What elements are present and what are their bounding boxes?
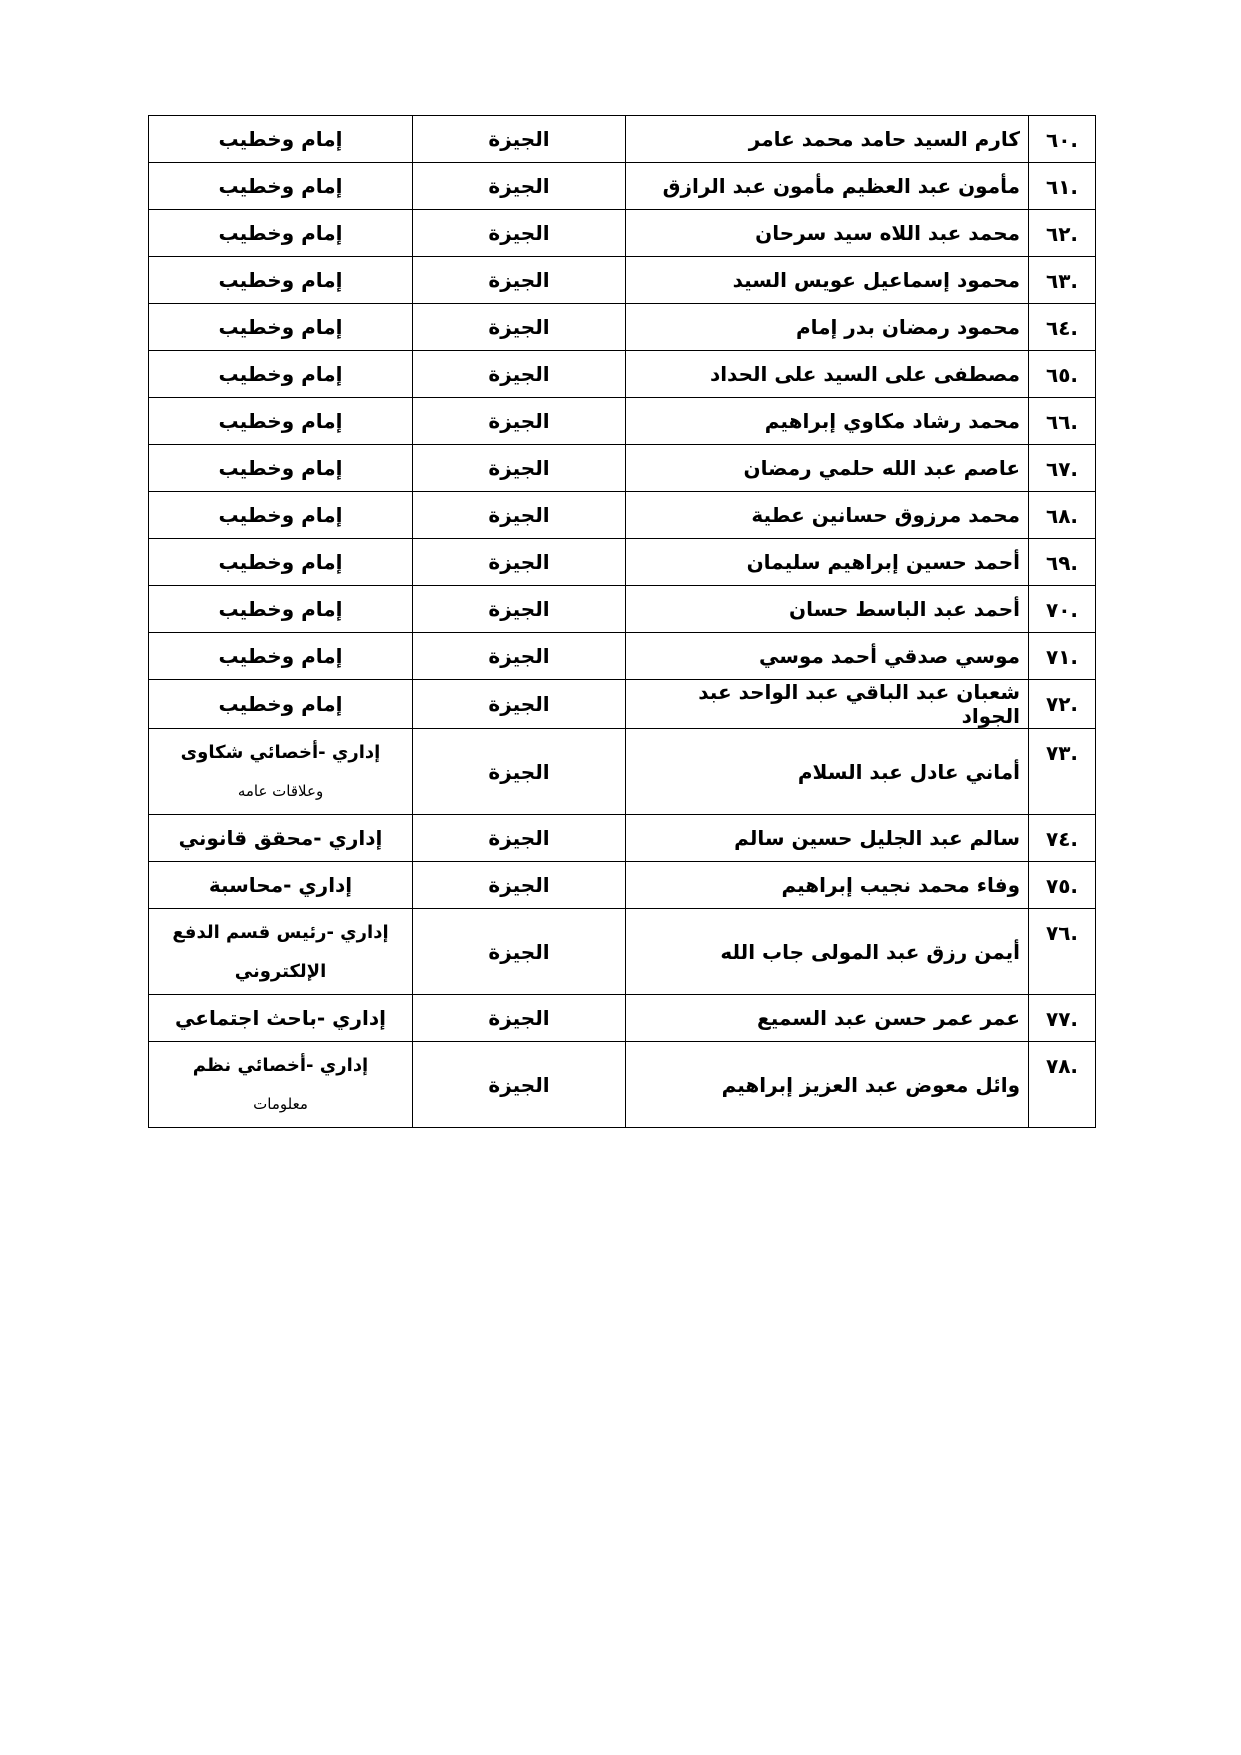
table-row — [149, 862, 1096, 909]
job-title: إمام وخطيب — [149, 210, 413, 257]
job-title — [149, 909, 413, 995]
governorate: الجيزة — [413, 909, 626, 995]
table-row — [149, 210, 1096, 257]
employee-name: أماني عادل عبد السلام — [626, 729, 1029, 815]
employee-name: عمر عمر حسن عبد السميع — [626, 995, 1029, 1042]
job-title: إمام وخطيب — [149, 539, 413, 586]
governorate: الجيزة — [413, 351, 626, 398]
row-number: .٧٢ — [1029, 680, 1096, 729]
employee-name: محمود رمضان بدر إمام — [626, 304, 1029, 351]
table-row — [149, 815, 1096, 862]
governorate: الجيزة — [413, 680, 626, 729]
table-row — [149, 304, 1096, 351]
governorate: الجيزة — [413, 445, 626, 492]
table-row — [149, 995, 1096, 1042]
employee-name: وائل معوض عبد العزيز إبراهيم — [626, 1042, 1029, 1128]
job-title: إمام وخطيب — [149, 116, 413, 163]
row-number: .٦٦ — [1029, 398, 1096, 445]
table-row — [149, 539, 1096, 586]
job-title: إمام وخطيب — [149, 351, 413, 398]
table-row — [149, 163, 1096, 210]
employee-name: محمد رشاد مكاوي إبراهيم — [626, 398, 1029, 445]
row-number: .٧١ — [1029, 633, 1096, 680]
governorate: الجيزة — [413, 398, 626, 445]
governorate: الجيزة — [413, 539, 626, 586]
employee-name: مصطفى على السيد على الحداد — [626, 351, 1029, 398]
job-title-line: إداري -أخصائي نظم — [192, 1054, 369, 1076]
employee-name: محمد مرزوق حسانين عطية — [626, 492, 1029, 539]
employee-name: سالم عبد الجليل حسين سالم — [626, 815, 1029, 862]
table-row — [149, 909, 1096, 995]
employee-name: موسي صدقي أحمد موسي — [626, 633, 1029, 680]
row-number: .٧٨ — [1029, 1042, 1096, 1128]
table-row — [149, 680, 1096, 729]
row-number: .٧٦ — [1029, 909, 1096, 995]
row-number: .٧٠ — [1029, 586, 1096, 633]
job-title: إمام وخطيب — [149, 304, 413, 351]
employee-name: محمد عبد اللاه سيد سرحان — [626, 210, 1029, 257]
table-row — [149, 445, 1096, 492]
job-title: إمام وخطيب — [149, 398, 413, 445]
row-number: .٧٥ — [1029, 862, 1096, 909]
table-row — [149, 351, 1096, 398]
governorate: الجيزة — [413, 862, 626, 909]
job-title: إداري -محقق قانوني — [149, 815, 413, 862]
row-number: .٧٣ — [1029, 729, 1096, 815]
governorate: الجيزة — [413, 163, 626, 210]
job-title: إداري -محاسبة — [149, 862, 413, 909]
table-row — [149, 1042, 1096, 1128]
table-row — [149, 586, 1096, 633]
governorate: الجيزة — [413, 116, 626, 163]
employee-name: مأمون عبد العظيم مأمون عبد الرازق — [626, 163, 1029, 210]
row-number: .٦٤ — [1029, 304, 1096, 351]
employee-name: عاصم عبد الله حلمي رمضان — [626, 445, 1029, 492]
employee-name: أحمد حسين إبراهيم سليمان — [626, 539, 1029, 586]
employee-name: محمود إسماعيل عويس السيد — [626, 257, 1029, 304]
job-title: إداري -باحث اجتماعي — [149, 995, 413, 1042]
job-title: إمام وخطيب — [149, 633, 413, 680]
employee-name: أيمن رزق عبد المولى جاب الله — [626, 909, 1029, 995]
table-row — [149, 492, 1096, 539]
table-row — [149, 729, 1096, 815]
row-number: .٧٧ — [1029, 995, 1096, 1042]
employee-name: شعبان عبد الباقي عبد الواحد عبد الجواد — [626, 680, 1029, 729]
row-number: .٦٠ — [1029, 116, 1096, 163]
table-row — [149, 398, 1096, 445]
governorate: الجيزة — [413, 257, 626, 304]
governorate: الجيزة — [413, 995, 626, 1042]
job-title-line: إداري -رئيس قسم الدفع — [172, 921, 389, 943]
row-number: .٦٨ — [1029, 492, 1096, 539]
row-number: .٦٩ — [1029, 539, 1096, 586]
table-row — [149, 116, 1096, 163]
employee-name: وفاء محمد نجيب إبراهيم — [626, 862, 1029, 909]
table-row — [149, 633, 1096, 680]
row-number: .٦٣ — [1029, 257, 1096, 304]
job-title: إمام وخطيب — [149, 257, 413, 304]
job-title-line: وعلاقات عامه — [237, 781, 324, 800]
row-number: .٦١ — [1029, 163, 1096, 210]
job-title — [149, 729, 413, 815]
staff-table — [148, 115, 1096, 1128]
governorate: الجيزة — [413, 304, 626, 351]
job-title: إمام وخطيب — [149, 445, 413, 492]
row-number: .٦٧ — [1029, 445, 1096, 492]
governorate: الجيزة — [413, 210, 626, 257]
job-title: إمام وخطيب — [149, 163, 413, 210]
row-number: .٦٢ — [1029, 210, 1096, 257]
job-title: إمام وخطيب — [149, 492, 413, 539]
job-title: إمام وخطيب — [149, 586, 413, 633]
job-title-line: إداري -أخصائي شكاوى — [180, 741, 381, 763]
job-title-line: الإلكتروني — [234, 960, 327, 982]
governorate: الجيزة — [413, 1042, 626, 1128]
table-row — [149, 257, 1096, 304]
governorate: الجيزة — [413, 729, 626, 815]
row-number: .٦٥ — [1029, 351, 1096, 398]
job-title: إمام وخطيب — [149, 680, 413, 729]
employee-name: أحمد عبد الباسط حسان — [626, 586, 1029, 633]
governorate: الجيزة — [413, 815, 626, 862]
governorate: الجيزة — [413, 492, 626, 539]
row-number: .٧٤ — [1029, 815, 1096, 862]
job-title — [149, 1042, 413, 1128]
governorate: الجيزة — [413, 633, 626, 680]
governorate: الجيزة — [413, 586, 626, 633]
employee-name: كارم السيد حامد محمد عامر — [626, 116, 1029, 163]
job-title-line: معلومات — [253, 1094, 308, 1113]
